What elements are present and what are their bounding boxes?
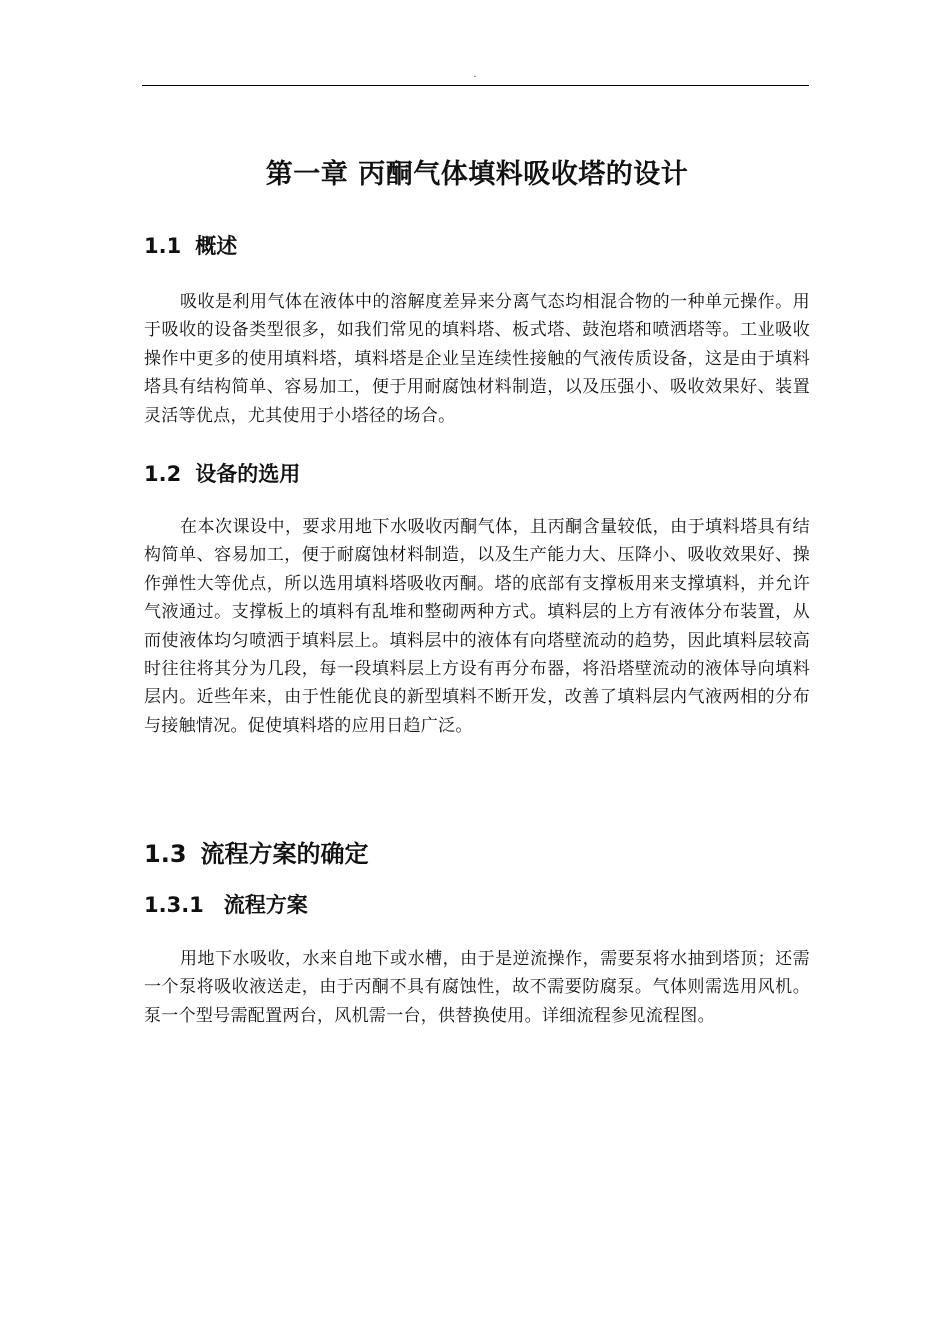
header-mark: . <box>473 69 477 80</box>
header-rule <box>142 85 809 86</box>
section-number: 1.3.1 <box>144 893 204 917</box>
section-number: 1.3 <box>144 840 187 868</box>
section-number: 1.1 <box>144 234 182 258</box>
section-paragraph-1-2: 在本次课设中，要求用地下水吸收丙酮气体，且丙酮含量较低，由于填料塔具有结构简单、容易加工，便于耐腐蚀材料制造，以及生产能力大、压降小、吸收效果好、操作弹性大等优点，所以选用填料塔吸收丙酮。塔的底部有支撑板用来支撑填料，并允许气液通过。支撑板上的填料有乱堆和整砌两种方式。填料层的上方有液体分布装置，从而使液体均匀喷洒于填料层上。填料层中的液体有向塔壁流动的趋势，因此填料层较高时往往将其分为几段，每一段填料层上方设有再分布器，将沿塔壁流动的液体导向填料层内。近些年来，由于性能优良的新型填料不断开发，改善了填料层内气液两相的分布与接触情况。促使填料塔的应用日趋广泛。 <box>144 517 810 736</box>
chapter-title: 第一章 丙酮气体填料吸收塔的设计 <box>265 159 689 190</box>
section-title: 流程方案 <box>223 893 308 917</box>
section-heading-1-2 <box>144 460 300 488</box>
section-paragraph-1-1: 吸收是利用气体在液体中的溶解度差异来分离气态均相混合物的一种单元操作。用于吸收的设备类型很多，如我们常见的填料塔、板式塔、鼓泡塔和喷洒塔等。工业吸收操作中更多的使用填料塔，填料塔是企业呈连续性接触的气液传质设备，这是由于填料塔具有结构简单、容易加工，便于用耐腐蚀材料制造，以及压强小、吸收效果好、装置灵活等优点，尤其使用于小塔径的场合。 <box>144 292 810 426</box>
section-heading-1-1 <box>144 232 237 260</box>
section-paragraph-1-3-1: 用地下水吸收，水来自地下或水槽，由于是逆流操作，需要泵将水抽到塔顶；还需一个泵将吸收液送走，由于丙酮不具有腐蚀性，故不需要防腐泵。气体则需选用风机。泵一个型号需配置两台，风机需一台，供替换使用。详细流程参见流程图。 <box>144 949 810 1026</box>
section-heading-1-3-1 <box>144 891 308 919</box>
section-title: 设备的选用 <box>195 462 301 486</box>
section-number: 1.2 <box>144 462 182 486</box>
section-heading-1-3 <box>144 838 369 870</box>
section-title: 概述 <box>195 234 238 258</box>
section-title: 流程方案的确定 <box>200 840 369 868</box>
